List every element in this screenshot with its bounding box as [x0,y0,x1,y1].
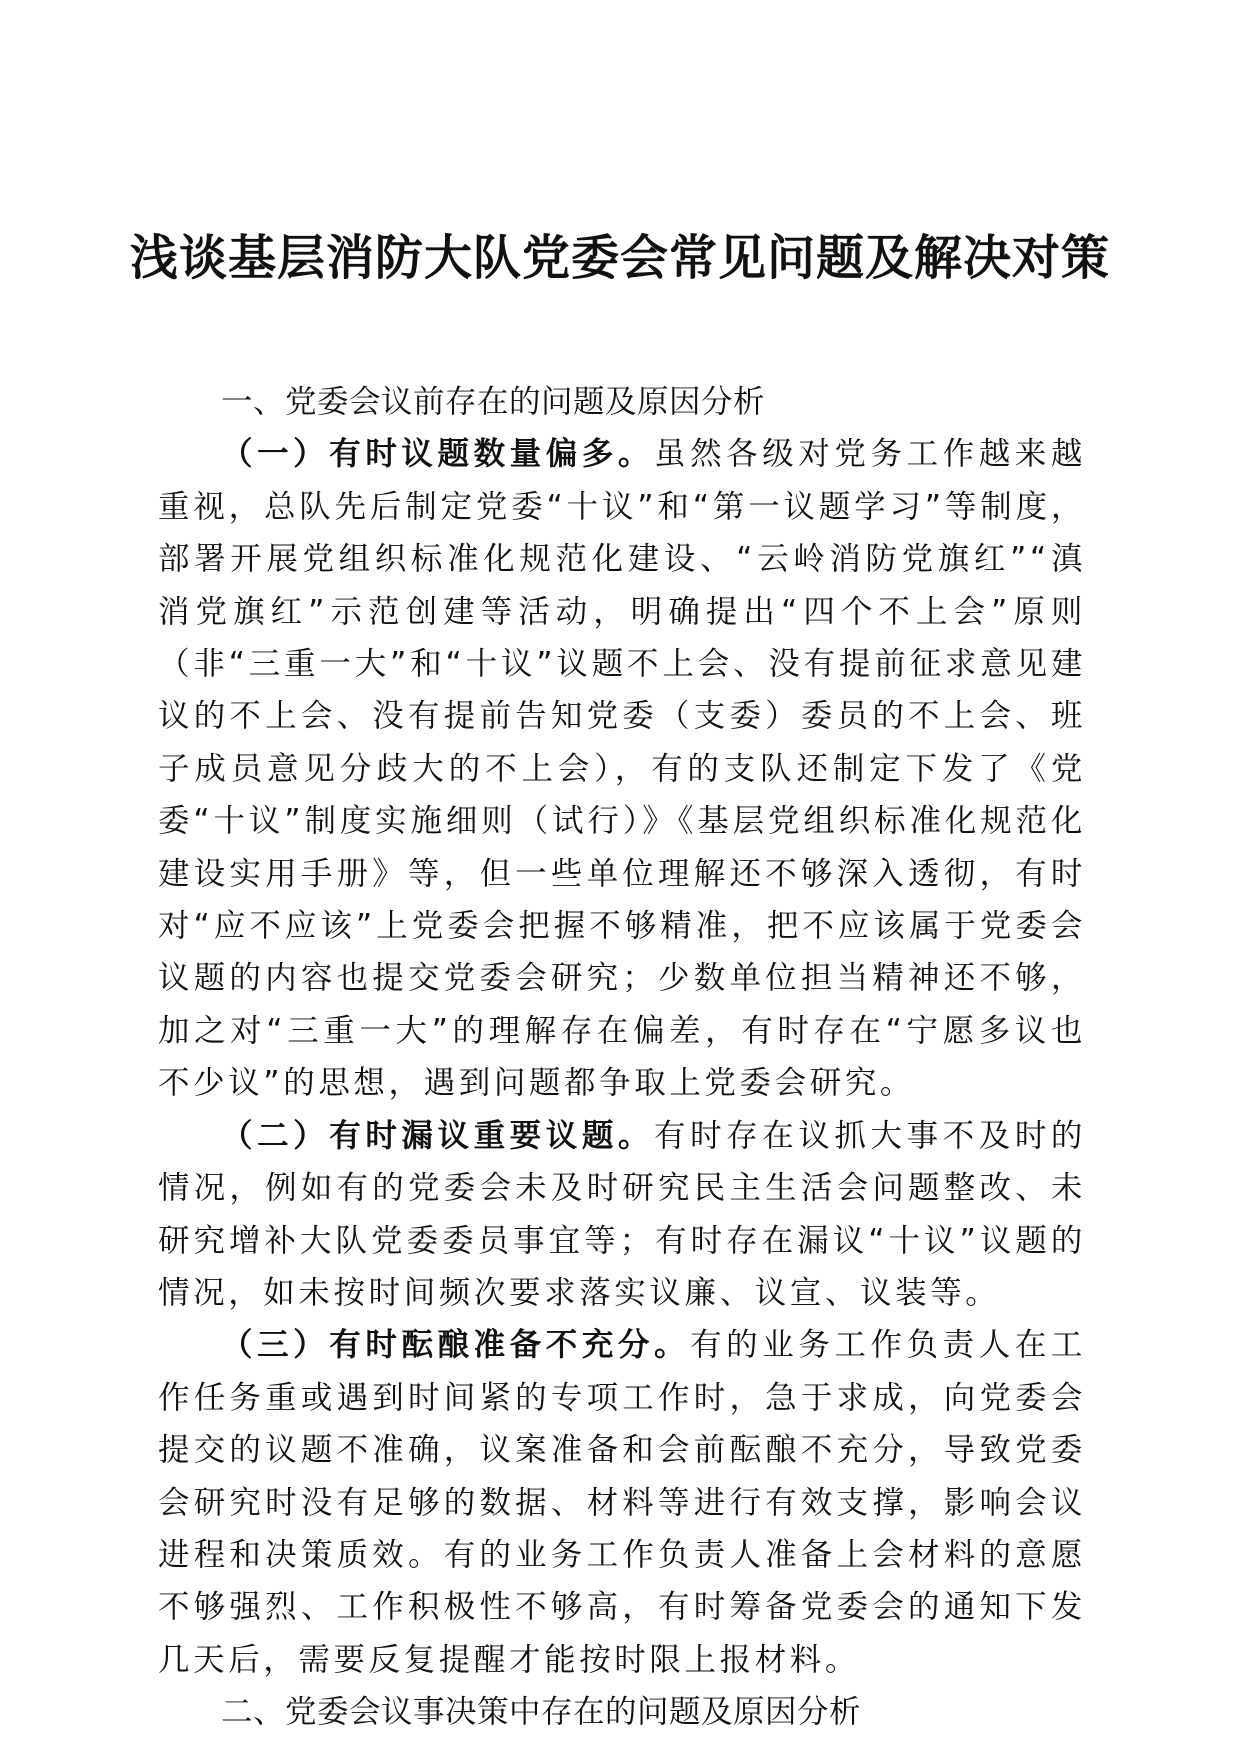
item-lead: （三）有时酝酿准备不充分。 [221,1327,691,1364]
paragraph-item-1 [158,428,1086,1109]
item-text: 虽然各级对党务工作越来越重视，总队先后制定党委“十议”和“第一议题学习”等制度，部署开展党组织标准化规范化建设、“云岭消防党旗红”“滇消党旗红”示范创建等活动，明确提出“四个不上会”原则（非“三重一大”和“十议”议题不上会、没有提前征求意见建议的不上会、没有提前告知党委（支委）委员的不上会、班子成员意见分歧大的不上会），有的支队还制定下发了《党委“十议”制度实施细则（试行）》《基层党组织标准化规范化建设实用手册》等，但一些单位理解还不够深入透彻，有时对“应不应该”上党委会把握不够精准，把不应该属于党委会议题的内容也提交党委会研究；少数单位担当精神还不够，加之对“三重一大”的理解存在偏差，有时存在“宁愿多议也不少议”的思想，遇到问题都争取上党委会研究。 [158,436,1087,1102]
paragraph-item-2 [158,1110,1086,1320]
section-heading-1: 一、党委会议前存在的问题及原因分析 [221,384,766,420]
document-title: 浅谈基层消防大队党委会常见问题及解决对策 [129,230,1110,286]
item-lead: （一）有时议题数量偏多。 [221,436,654,473]
item-text: 有时存在议抓大事不及时的情况，例如有的党委会未及时研究民主生活会问题整改、未研究增补大队党委委员事宜等；有时存在漏议“十议”议题的情况，如未按时间频次要求落实议廉、议宣、议装等。 [158,1117,1087,1311]
item-lead: （二）有时漏议重要议题。 [221,1117,654,1154]
section-heading-2: 二、党委会议事决策中存在的问题及原因分析 [221,1694,862,1731]
document-body [158,376,1086,1739]
item-text: 有的业务工作负责人在工作任务重或遇到时间紧的专项工作时，急于求成，向党委会提交的议题不准确，议案准备和会前酝酿不充分，导致党委会研究时没有足够的数据、材料等进行有效支撑，影响会议进程和决策质效。有的业务工作负责人准备上会材料的意愿不够强烈、工作积极性不够高，有时筹备党委会的通知下发几天后，需要反复提醒才能按时限上报材料。 [158,1327,1086,1678]
paragraph-item-3 [158,1319,1086,1686]
